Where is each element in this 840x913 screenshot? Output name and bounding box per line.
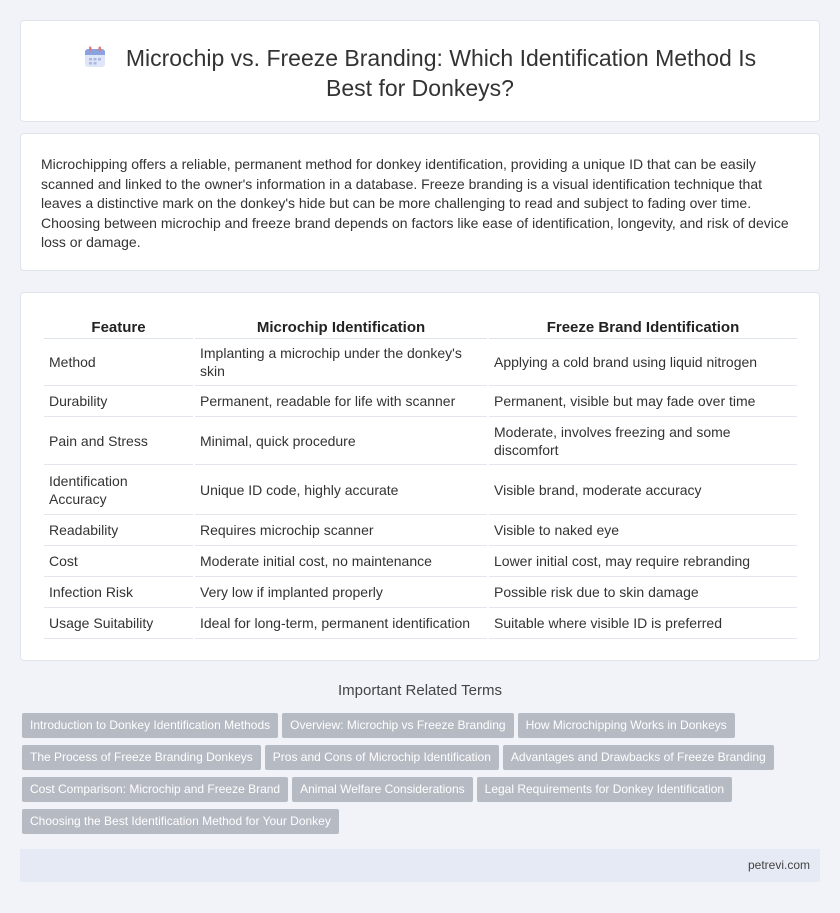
header-freeze-brand: Freeze Brand Identification bbox=[489, 315, 797, 339]
table-row bbox=[44, 608, 797, 639]
calendar-icon bbox=[84, 45, 106, 67]
cell-freeze-brand: Possible risk due to skin damage bbox=[489, 577, 797, 608]
cell-microchip: Unique ID code, highly accurate bbox=[195, 465, 487, 515]
related-term-tag[interactable]: Pros and Cons of Microchip Identification bbox=[265, 745, 499, 770]
header-feature: Feature bbox=[44, 315, 193, 339]
related-term-tag[interactable]: How Microchipping Works in Donkeys bbox=[518, 713, 735, 738]
cell-freeze-brand: Visible to naked eye bbox=[489, 515, 797, 546]
cell-microchip: Requires microchip scanner bbox=[195, 515, 487, 546]
related-term-tag[interactable]: Advantages and Drawbacks of Freeze Branding bbox=[503, 745, 774, 770]
cell-feature: Durability bbox=[44, 386, 193, 417]
related-term-tag[interactable]: The Process of Freeze Branding Donkeys bbox=[22, 745, 261, 770]
table-row bbox=[44, 577, 797, 608]
cell-microchip: Moderate initial cost, no maintenance bbox=[195, 546, 487, 577]
related-terms-list bbox=[22, 713, 812, 841]
cell-microchip: Minimal, quick procedure bbox=[195, 417, 487, 465]
cell-feature: Pain and Stress bbox=[44, 417, 193, 465]
cell-feature: Identification Accuracy bbox=[44, 465, 193, 515]
table-row bbox=[44, 339, 797, 386]
related-term-tag[interactable]: Overview: Microchip vs Freeze Branding bbox=[282, 713, 513, 738]
comparison-table bbox=[42, 315, 799, 639]
table-header-row bbox=[44, 315, 797, 339]
cell-feature: Infection Risk bbox=[44, 577, 193, 608]
cell-feature: Usage Suitability bbox=[44, 608, 193, 639]
cell-feature: Readability bbox=[44, 515, 193, 546]
table-row bbox=[44, 515, 797, 546]
cell-freeze-brand: Lower initial cost, may require rebranding bbox=[489, 546, 797, 577]
cell-microchip: Permanent, readable for life with scanner bbox=[195, 386, 487, 417]
cell-microchip: Ideal for long-term, permanent identification bbox=[195, 608, 487, 639]
cell-freeze-brand: Applying a cold brand using liquid nitrogen bbox=[489, 339, 797, 386]
cell-feature: Cost bbox=[44, 546, 193, 577]
cell-freeze-brand: Suitable where visible ID is preferred bbox=[489, 608, 797, 639]
cell-freeze-brand: Moderate, involves freezing and some discomfort bbox=[489, 417, 797, 465]
cell-microchip: Implanting a microchip under the donkey's skin bbox=[195, 339, 487, 386]
comparison-card bbox=[20, 292, 820, 661]
page-title-text: Microchip vs. Freeze Branding: Which Identification Method Is Best for Donkeys? bbox=[125, 45, 757, 101]
cell-feature: Method bbox=[44, 339, 193, 386]
table-row bbox=[44, 386, 797, 417]
related-term-tag[interactable]: Legal Requirements for Donkey Identification bbox=[477, 777, 732, 802]
related-term-tag[interactable]: Introduction to Donkey Identification Methods bbox=[22, 713, 278, 738]
title-card bbox=[20, 20, 820, 122]
related-term-tag[interactable]: Animal Welfare Considerations bbox=[292, 777, 473, 802]
related-term-tag[interactable]: Cost Comparison: Microchip and Freeze Brand bbox=[22, 777, 288, 802]
table-row bbox=[44, 465, 797, 515]
related-term-tag[interactable]: Choosing the Best Identification Method for Your Donkey bbox=[22, 809, 339, 834]
footer bbox=[20, 849, 820, 882]
table-row bbox=[44, 417, 797, 465]
page-title bbox=[21, 43, 819, 103]
related-terms-heading: Important Related Terms bbox=[338, 682, 502, 699]
intro-paragraph: Microchipping offers a reliable, permanent method for donkey identification, providing a unique ID that can be easily scanned and linked to the owner's information in a database. Freeze branding is a visual identification technique that leaves a distinctive mark on the donkey's hide but can be more challenging to read and subject to fading over time. Choosing between microchip and freeze brand depends on factors like ease of identification, longevity, and risk of device loss or damage. bbox=[41, 156, 789, 250]
intro-card bbox=[20, 133, 820, 271]
cell-freeze-brand: Visible brand, moderate accuracy bbox=[489, 465, 797, 515]
footer-site-link[interactable]: petrevi.com bbox=[747, 858, 810, 872]
cell-microchip: Very low if implanted properly bbox=[195, 577, 487, 608]
table-row bbox=[44, 546, 797, 577]
header-microchip: Microchip Identification bbox=[195, 315, 487, 339]
cell-freeze-brand: Permanent, visible but may fade over time bbox=[489, 386, 797, 417]
